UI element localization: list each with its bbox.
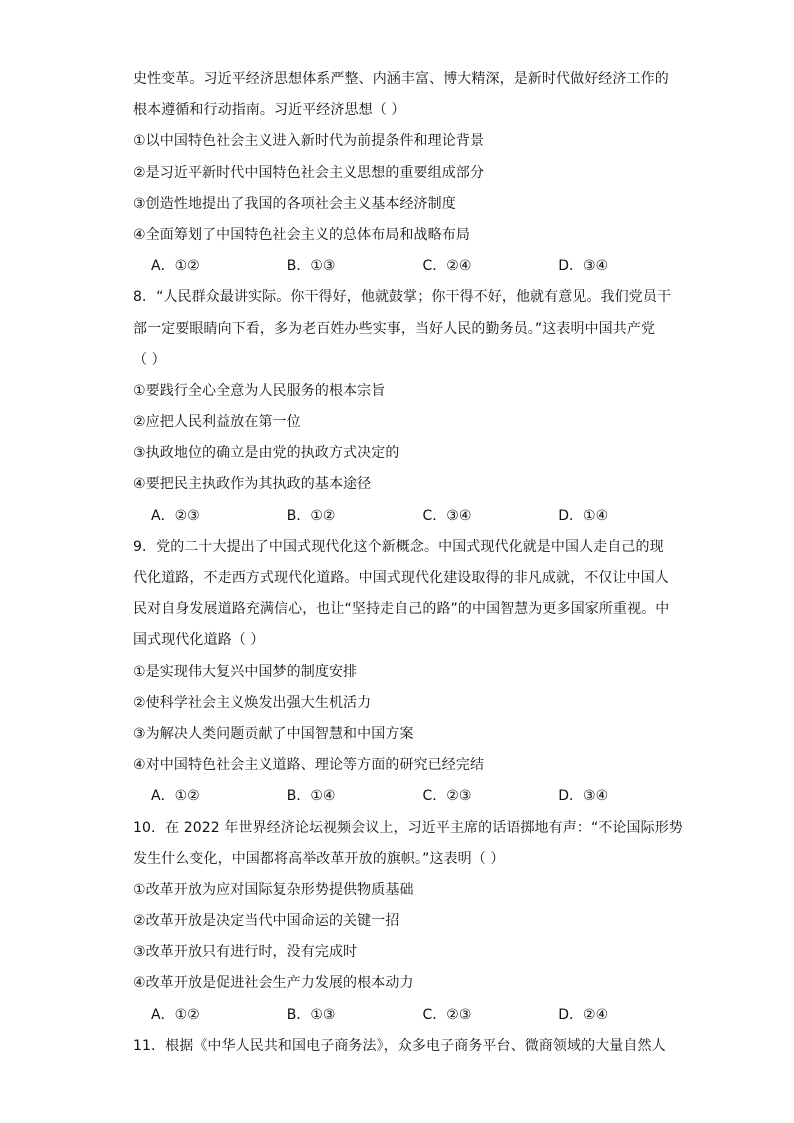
- statement-item: ③执政地位的确立是由党的执政方式决定的: [133, 445, 400, 462]
- statement-item: ①要践行全心全意为人民服务的根本宗旨: [133, 382, 386, 399]
- statement-item: ④要把民主执政作为其执政的基本途径: [133, 476, 372, 493]
- statement-item: ①是实现伟大复兴中国梦的制度安排: [133, 663, 358, 680]
- statement-item: ③为解决人类问题贡献了中国智慧和中国方案: [133, 725, 414, 742]
- option-a: A．①②: [151, 1006, 200, 1023]
- statement-item: ②应把人民利益放在第一位: [133, 414, 301, 431]
- option-b: B．①④: [286, 788, 336, 805]
- answer-options: [133, 1000, 694, 1031]
- question-8: [133, 282, 694, 532]
- option-c: C．②③: [422, 788, 472, 805]
- question-9: [133, 532, 694, 813]
- question-stem-line: 11．根据《中华人民共和国电子商务法》，众多电子商务平台、微商领域的大量自然人: [133, 1037, 666, 1054]
- option-b: B．①③: [286, 1006, 336, 1023]
- statement-item: ②使科学社会主义焕发出强大生机活力: [133, 694, 372, 711]
- option-a: A．①②: [151, 788, 200, 805]
- question-stem-line: 9．党的二十大提出了中国式现代化这个新概念。中国式现代化就是中国人走自己的现: [133, 538, 664, 555]
- question-stem-line: 根本遵循和行动指南。习近平经济思想（ ）: [133, 102, 406, 119]
- question-stem-line: 10．在 2022 年世界经济论坛视频会议上，习近平主席的话语掷地有声：“不论国际形势: [133, 819, 683, 836]
- statement-item: ④改革开放是促进社会生产力发展的根本动力: [133, 975, 414, 992]
- question-stem-line: 8．“人民群众最讲实际。你干得好，他就鼓掌；你干得不好，他就有意见。我们党员干: [133, 289, 672, 306]
- option-d: D．③④: [558, 258, 609, 275]
- option-a: A．②③: [151, 507, 200, 524]
- statement-item: ③创造性地提出了我国的各项社会主义基本经济制度: [133, 195, 456, 212]
- option-d: D．②④: [558, 1006, 609, 1023]
- statement-item: ②改革开放是决定当代中国命运的关键一招: [133, 913, 400, 930]
- statement-item: ①改革开放为应对国际复杂形势提供物质基础: [133, 881, 414, 898]
- option-a: A．①②: [151, 258, 200, 275]
- question-stem-line: 史性变革。习近平经济思想体系严整、内涵丰富、博大精深，是新时代做好经济工作的: [133, 71, 669, 87]
- statement-item: ④全面筹划了中国特色社会主义的总体布局和战略布局: [133, 226, 470, 243]
- question-11: [133, 1031, 694, 1062]
- option-d: D．①④: [558, 507, 609, 524]
- question-stem-line: 代化道路，不走西方式现代化道路。中国式现代化建设取得的非凡成就，不仅让中国人: [133, 570, 669, 586]
- option-c: C．②④: [422, 258, 472, 275]
- question-stem-line: 国式现代化道路（ ）: [133, 632, 265, 649]
- statement-item: ④对中国特色社会主义道路、理论等方面的研究已经完结: [133, 757, 485, 774]
- question-10: [133, 813, 694, 1031]
- option-b: B．①③: [286, 258, 336, 275]
- option-c: C．③④: [422, 507, 472, 524]
- statement-item: ②是习近平新时代中国特色社会主义思想的重要组成部分: [133, 164, 485, 181]
- question-7: [133, 64, 694, 282]
- answer-options: [133, 251, 694, 282]
- option-c: C．②③: [422, 1006, 472, 1023]
- statement-item: ①以中国特色社会主义进入新时代为前提条件和理论背景: [133, 133, 485, 150]
- question-stem-line: （ ）: [133, 351, 166, 368]
- option-b: B．①②: [286, 507, 336, 524]
- question-stem-line: 发生什么变化，中国都将高举改革开放的旗帜。”这表明（ ）: [133, 850, 505, 867]
- question-stem-line: 民对自身发展道路充满信心，也让“坚持走自己的路”的中国智慧为更多国家所重视。中: [133, 601, 670, 618]
- question-stem-line: 部一定要眼睛向下看，多为老百姓办些实事，当好人民的勤务员。”这表明中国共产党: [133, 320, 656, 337]
- option-d: D．③④: [558, 788, 609, 805]
- answer-options: [133, 781, 694, 812]
- answer-options: [133, 501, 694, 532]
- statement-item: ③改革开放只有进行时，没有完成时: [133, 944, 358, 961]
